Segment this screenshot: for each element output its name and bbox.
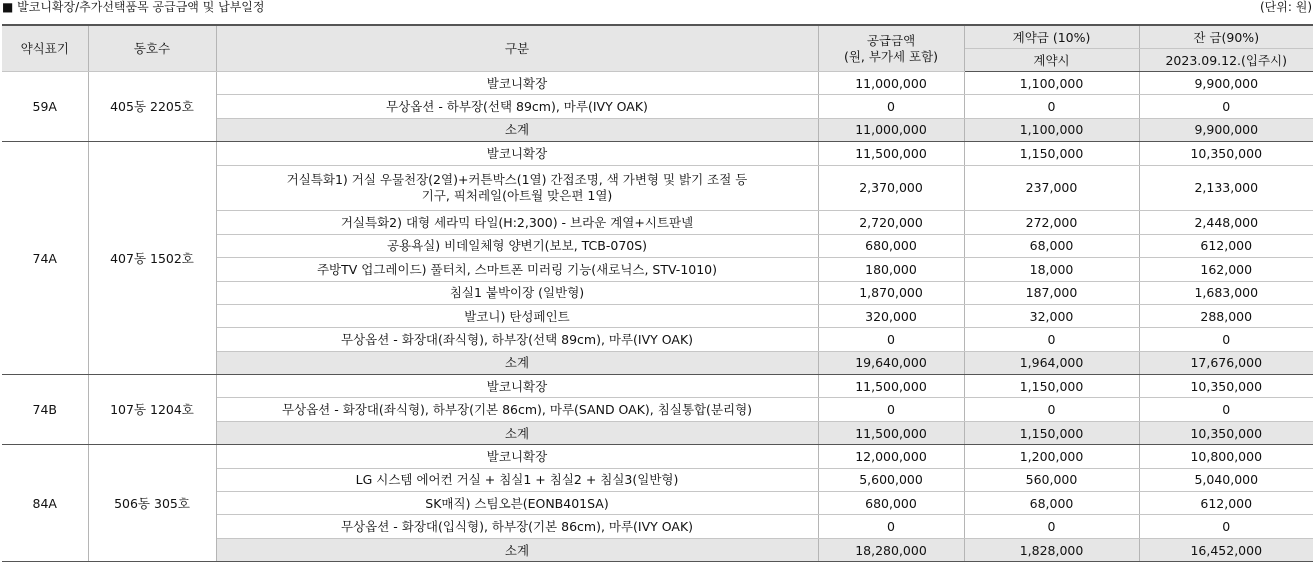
subtotal-supply: 19,640,000 [818,351,964,374]
deposit-amount: 1,150,000 [964,142,1139,165]
subtotal-label: 소계 [216,538,818,561]
supply-amount: 680,000 [818,234,964,257]
deposit-amount: 0 [964,515,1139,538]
item-label: SK매직) 스팀오븐(EONB401SA) [216,492,818,515]
balance-amount: 0 [1139,95,1313,118]
table-title: ■ 발코니확장/추가선택품목 공급금액 및 납부일정 [2,0,264,14]
deposit-amount: 1,200,000 [964,445,1139,468]
balance-amount: 288,000 [1139,304,1313,327]
supply-amount: 2,720,000 [818,211,964,234]
balance-amount: 1,683,000 [1139,281,1313,304]
item-label: 발코니확장 [216,445,818,468]
subtotal-balance: 17,676,000 [1139,351,1313,374]
deposit-amount: 237,000 [964,165,1139,211]
supply-amount: 0 [818,328,964,351]
table-row [2,445,1313,468]
unit-cell: 506동 305호 [88,445,216,562]
deposit-amount: 1,100,000 [964,72,1139,95]
table-body [2,72,1313,562]
item-label: 무상옵션 - 화장대(입식형), 하부장(기본 86cm), 마루(IVY OAK) [216,515,818,538]
item-label: 무상옵션 - 화장대(좌식형), 하부장(기본 86cm), 마루(SAND OAK), 침실통합(분리형) [216,398,818,421]
item-label: 무상옵션 - 화장대(좌식형), 하부장(선택 89cm), 마루(IVY OAK) [216,328,818,351]
balance-amount: 612,000 [1139,234,1313,257]
supply-amount: 0 [818,398,964,421]
deposit-amount: 0 [964,398,1139,421]
table-header [2,25,1313,72]
header-balance: 잔 금(90%) [1139,25,1313,49]
item-label: 거실특화2) 대형 세라믹 타일(H:2,300) - 브라운 계열+시트판넬 [216,211,818,234]
type-cell: 74B [2,375,88,445]
subtotal-balance: 16,452,000 [1139,538,1313,561]
header-type: 약식표기 [2,25,88,72]
header-deposit: 계약금 (10%) [964,25,1139,49]
type-cell: 84A [2,445,88,562]
supply-amount: 320,000 [818,304,964,327]
header-category: 구분 [216,25,818,72]
table-caption [2,0,1312,22]
deposit-amount: 272,000 [964,211,1139,234]
supply-amount: 180,000 [818,258,964,281]
header-unit-no: 동호수 [88,25,216,72]
balance-amount: 5,040,000 [1139,468,1313,491]
subtotal-supply: 11,500,000 [818,421,964,444]
subtotal-balance: 9,900,000 [1139,118,1313,141]
supply-amount: 1,870,000 [818,281,964,304]
unit-note: (단위: 원) [1260,0,1312,14]
deposit-amount: 18,000 [964,258,1139,281]
item-label: 발코니확장 [216,142,818,165]
item-label: 무상옵션 - 하부장(선택 89cm), 마루(IVY OAK) [216,95,818,118]
deposit-amount: 560,000 [964,468,1139,491]
unit-cell: 407동 1502호 [88,142,216,375]
deposit-amount: 0 [964,95,1139,118]
header-supply-amount [818,25,964,72]
header-supply-line1: 공급금액 [866,33,916,48]
payment-schedule-table [2,24,1313,562]
balance-amount: 2,448,000 [1139,211,1313,234]
supply-amount: 11,500,000 [818,375,964,398]
unit-cell: 107동 1204호 [88,375,216,445]
supply-amount: 2,370,000 [818,165,964,211]
header-balance-date: 2023.09.12.(입주시) [1139,49,1313,72]
item-label: 공용욕실) 비데일체형 양변기(보보, TCB-070S) [216,234,818,257]
table-row [2,142,1313,165]
subtotal-supply: 18,280,000 [818,538,964,561]
supply-amount: 11,500,000 [818,142,964,165]
item-label: 주방TV 업그레이드) 풀터치, 스마트폰 미러링 기능(새로닉스, STV-1010) [216,258,818,281]
balance-amount: 10,350,000 [1139,142,1313,165]
deposit-amount: 68,000 [964,492,1139,515]
supply-amount: 12,000,000 [818,445,964,468]
supply-amount: 0 [818,515,964,538]
type-cell: 59A [2,72,88,142]
subtotal-balance: 10,350,000 [1139,421,1313,444]
balance-amount: 0 [1139,328,1313,351]
supply-amount: 680,000 [818,492,964,515]
subtotal-deposit: 1,964,000 [964,351,1139,374]
item-label: 거실특화1) 거실 우물천장(2열)+커튼박스(1열) 간접조명, 색 가변형 및 밝기 조절 등기구, 픽처레일(아트월 맞은편 1열) [216,165,818,211]
deposit-amount: 32,000 [964,304,1139,327]
subtotal-supply: 11,000,000 [818,118,964,141]
subtotal-deposit: 1,150,000 [964,421,1139,444]
balance-amount: 0 [1139,515,1313,538]
supply-amount: 11,000,000 [818,72,964,95]
header-deposit-timing: 계약시 [964,49,1139,72]
balance-amount: 10,350,000 [1139,375,1313,398]
supply-amount: 5,600,000 [818,468,964,491]
subtotal-label: 소계 [216,351,818,374]
deposit-amount: 68,000 [964,234,1139,257]
unit-cell: 405동 2205호 [88,72,216,142]
balance-amount: 612,000 [1139,492,1313,515]
item-label: 침실1 붙박이장 (일반형) [216,281,818,304]
deposit-amount: 187,000 [964,281,1139,304]
subtotal-label: 소계 [216,118,818,141]
item-label: 발코니) 탄성페인트 [216,304,818,327]
balance-amount: 9,900,000 [1139,72,1313,95]
supply-amount: 0 [818,95,964,118]
balance-amount: 2,133,000 [1139,165,1313,211]
header-supply-line2: (원, 부가세 포함) [843,49,939,64]
balance-amount: 162,000 [1139,258,1313,281]
balance-amount: 10,800,000 [1139,445,1313,468]
subtotal-label: 소계 [216,421,818,444]
table-row [2,72,1313,95]
balance-amount: 0 [1139,398,1313,421]
item-label: 발코니확장 [216,72,818,95]
deposit-amount: 0 [964,328,1139,351]
item-label: LG 시스템 에어컨 거실 + 침실1 + 침실2 + 침실3(일반형) [216,468,818,491]
subtotal-deposit: 1,828,000 [964,538,1139,561]
deposit-amount: 1,150,000 [964,375,1139,398]
item-label: 발코니확장 [216,375,818,398]
type-cell: 74A [2,142,88,375]
table-row [2,375,1313,398]
subtotal-deposit: 1,100,000 [964,118,1139,141]
